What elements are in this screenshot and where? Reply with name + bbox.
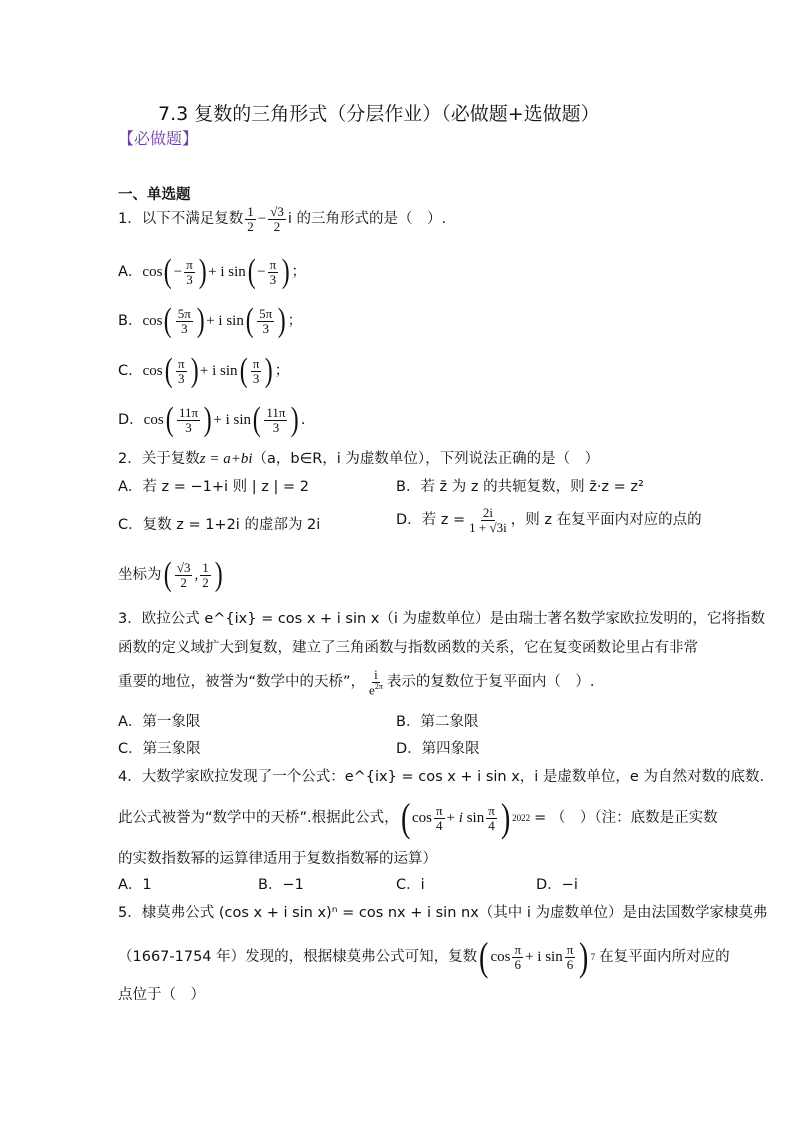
- q2-option-d: D．若 z = $\frac{2i}{1 + √3i}$ ，则 z 在复平面内对应的点的: [396, 505, 702, 535]
- question-2-stem: 2．关于复数 z = a+bi （a，b∈R，i 为虚数单位），下列说法正确的是（ ）: [118, 451, 600, 468]
- question-3-line-3: 重要的地位，被誉为“数学中的天桥”， $\frac{i}{e^{2\pi}}$ 表示的复数位于复平面内（ ）.: [118, 667, 595, 697]
- question-5-line-1: 5．棣莫弗公式 (cos x + i sin x)ⁿ = cos nx + i sin nx（其中 i 为虚数单位）是由法国数学家棣莫弗: [118, 905, 768, 921]
- q3-option-b: B．第二象限: [396, 714, 479, 730]
- q2-option-a: A．若 z = −1+i 则 | z | = 2: [118, 479, 309, 495]
- q3-option-a: A．第一象限: [118, 714, 201, 730]
- question-5-line-2: （1667-1754 年）发现的，根据棣莫弗公式可知，复数 ( cos $\frac{\pi}{6}$ + i sin $\frac{\pi}{6}$ ) 7 在复平面内所对应的: [118, 934, 730, 979]
- q1-fraction-sqrt3-half: $\frac{√3}{2}$: [270, 204, 284, 234]
- page-title: 7.3 复数的三角形式（分层作业）（必做题+选做题）: [158, 103, 600, 125]
- question-5-line-3: 点位于（ ）: [118, 987, 205, 1003]
- question-4-line-3: 的实数指数幂的运算律适用于复数指数幂的运算）: [118, 851, 437, 867]
- question-1-stem: 1．以下不满足复数 $\frac{1}{2}$ − $\frac{√3}{2}$ i 的三角形式的是（ ）.: [118, 204, 447, 234]
- question-4-line-2: 此公式被誉为“数学中的天桥”.根据此公式， ( cos $\frac{\pi}{4}$ + i sin $\frac{\pi}{4}$ ) 2022 = （ ）（注：底数是正实数: [118, 795, 718, 840]
- q1-prefix: 1．以下不满足复数: [118, 210, 244, 227]
- section-tag: 【必做题】: [118, 129, 199, 148]
- q1-option-b: B． cos ( $\frac{5\pi}{3}$ ) + i sin ( $\frac{5\pi}{3}$ ) ；: [118, 302, 303, 339]
- q4-option-b: B．−1: [258, 877, 304, 893]
- q2-option-b: B．若 z̄ 为 z 的共轭复数，则 z̄·z = z²: [396, 479, 644, 495]
- q4-option-d: D．−i: [536, 877, 578, 893]
- q2-option-d-continued: 坐标为 ( $\frac{√3}{2}$ , $\frac{1}{2}$ ): [118, 556, 223, 593]
- q1-fraction-half: $\frac{1}{2}$: [247, 204, 254, 234]
- question-3-line-2: 函数的定义域扩大到复数，建立了三角函数与指数函数的关系，它在复变函数论里占有非常: [118, 640, 698, 656]
- question-4-line-1: 4．大数学家欧拉发现了一个公式：e^{ix} = cos x + i sin x，i 是虚数单位，e 为自然对数的底数.: [118, 769, 765, 785]
- q3-option-c: C．第三象限: [118, 741, 201, 757]
- q2-option-c: C．复数 z = 1+2i 的虚部为 2i: [118, 517, 321, 533]
- q4-option-c: C．i: [396, 877, 425, 893]
- q1-suffix: i 的三角形式的是（ ）.: [287, 210, 447, 227]
- section-heading: 一、单选题: [118, 187, 191, 203]
- question-3-line-1: 3．欧拉公式 e^{ix} = cos x + i sin x（i 为虚数单位）是由瑞士著名数学家欧拉发明的，它将指数: [118, 611, 766, 627]
- q3-option-d: D．第四象限: [396, 741, 480, 757]
- q4-option-a: A．1: [118, 877, 152, 893]
- q1-option-d: D． cos ( $\frac{11\pi}{3}$ ) + i sin ( $\frac{11\pi}{3}$ ) .: [118, 401, 306, 438]
- q1-option-a: A． cos ( − $\frac{\pi}{3}$ ) + i sin ( − $\frac{\pi}{3}$ ) ；: [118, 253, 306, 290]
- q1-option-c: C． cos ( $\frac{\pi}{3}$ ) + i sin ( $\frac{\pi}{3}$ ) ；: [118, 352, 290, 389]
